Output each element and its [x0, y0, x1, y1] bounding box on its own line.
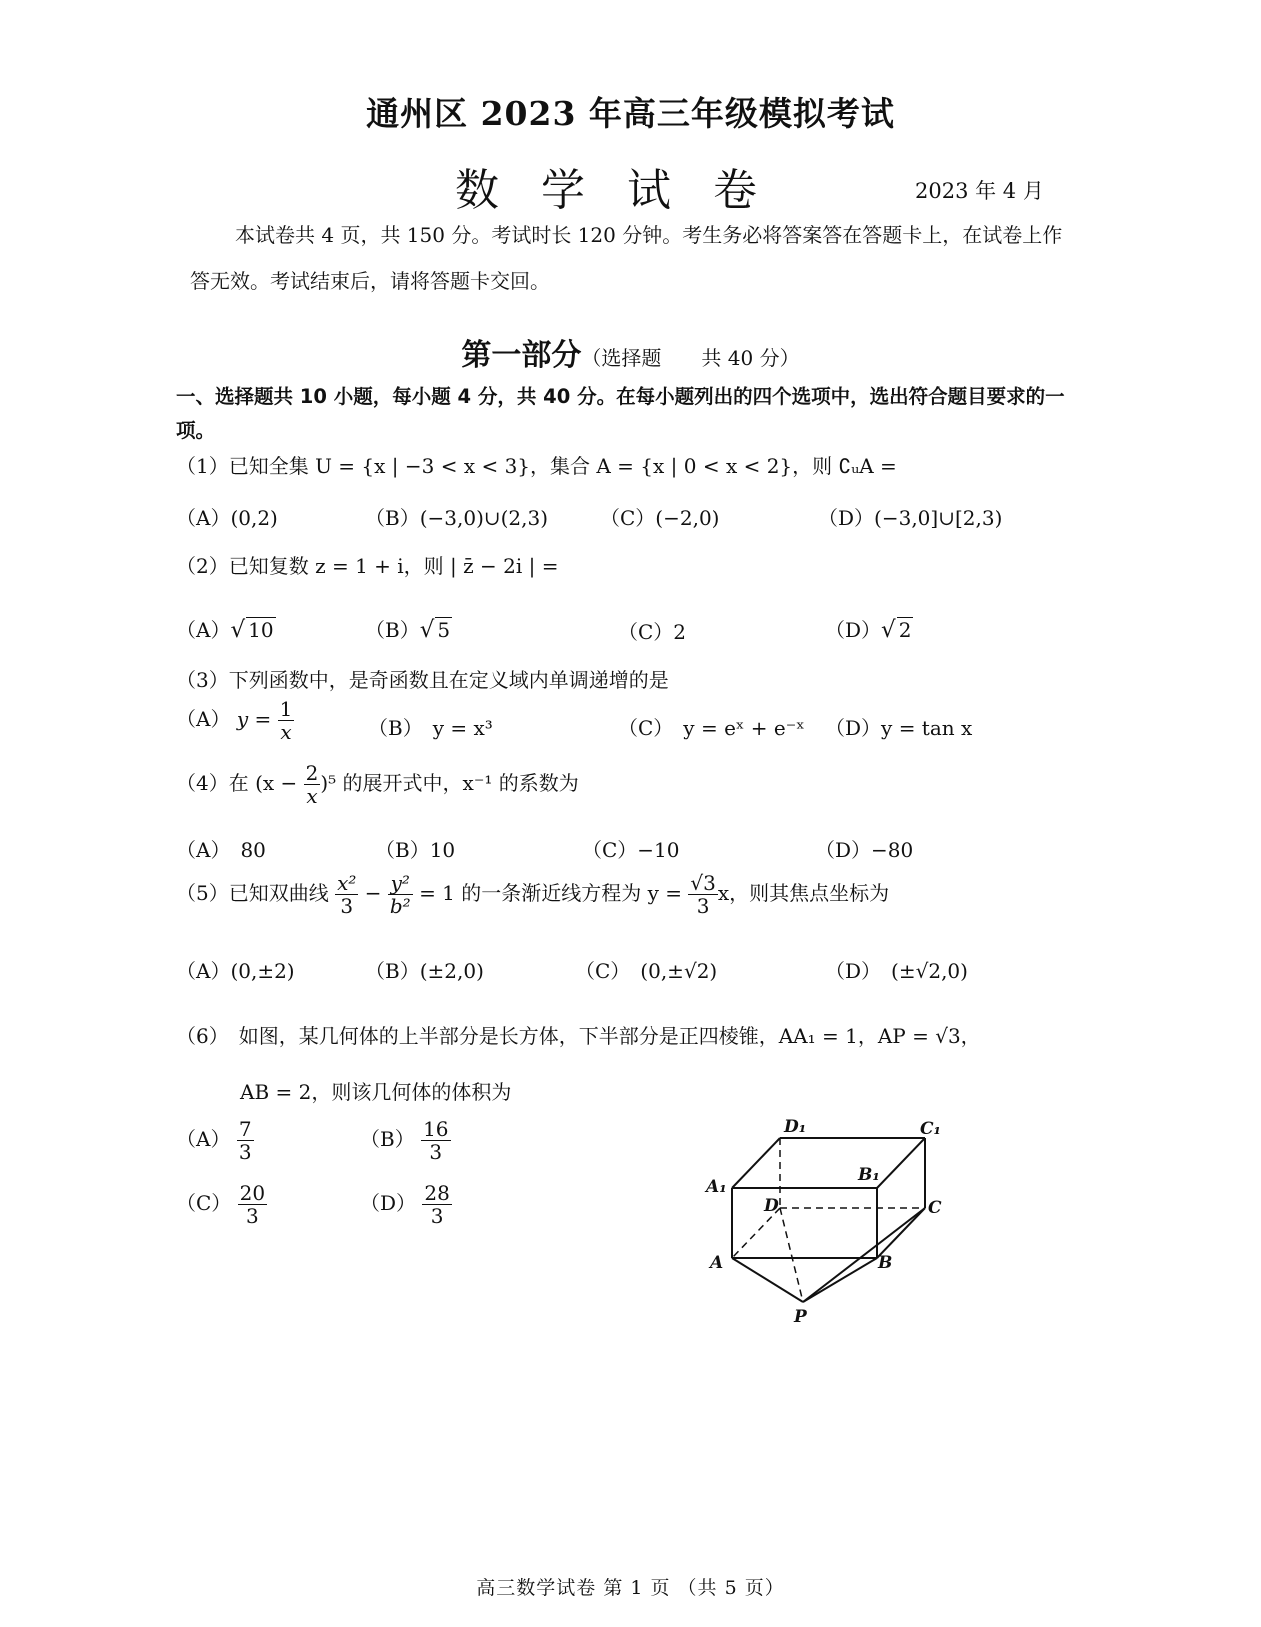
- fraction-denominator: x: [306, 784, 318, 808]
- radical-icon: √: [419, 617, 435, 643]
- fraction-numerator: 28: [424, 1181, 450, 1205]
- question-6-option-b: [360, 1118, 451, 1163]
- fraction-denominator: 3: [430, 1204, 444, 1228]
- hidden-edges: [732, 1138, 925, 1302]
- question-3-option-b: （B） y = x³: [368, 716, 493, 740]
- fraction-denominator: 3: [246, 1204, 259, 1228]
- fraction: [421, 1118, 450, 1163]
- exam-subtitle: 数 学 试 卷: [455, 165, 771, 216]
- option-label: （B）: [360, 1127, 415, 1151]
- vertex-label-c: C: [928, 1198, 942, 1218]
- fraction-numerator: 20: [239, 1181, 266, 1205]
- question-1-option-c: （C）(−2,0): [600, 506, 720, 530]
- option-label: （D）: [360, 1191, 417, 1215]
- vertex-label-a1: A₁: [706, 1177, 727, 1197]
- fraction-denominator: 3: [696, 894, 710, 918]
- math-expression: （5）已知双曲线: [176, 881, 329, 905]
- question-5-option-d: （D） (±√2,0): [825, 959, 968, 983]
- question-2-option-b: [365, 614, 452, 643]
- fraction-numerator: 7: [238, 1117, 252, 1141]
- vertex-label-d1: D₁: [784, 1117, 807, 1137]
- fraction: [237, 1118, 254, 1163]
- question-5-option-b: （B）(±2,0): [365, 959, 484, 983]
- question-3-option-a: [176, 698, 294, 743]
- option-label: （A）: [176, 707, 231, 731]
- fraction-denominator: b²: [389, 894, 411, 918]
- fraction: [335, 872, 358, 917]
- question-2-option-b-value: 5: [437, 618, 451, 642]
- fraction: [688, 872, 717, 917]
- question-6-option-d: [360, 1182, 452, 1227]
- fraction-denominator: x: [280, 720, 292, 744]
- vertex-label-a: A: [710, 1253, 724, 1273]
- page-footer: 高三数学试卷 第 1 页 （共 5 页）: [476, 1577, 785, 1599]
- solid-edges: [732, 1138, 925, 1302]
- section-one-heading: 一、选择题共 10 小题，每小题 4 分，共 40 分。在每小题列出的四个选项中，选出符合题目要求的一项。: [176, 385, 1065, 442]
- question-2-option-a-value: 10: [248, 618, 274, 642]
- option-label: （C）: [176, 1191, 232, 1215]
- question-4-stem: [176, 762, 579, 807]
- question-1-option-d: （D）(−3,0]∪[2,3): [818, 506, 1003, 530]
- option-label: （B）: [365, 618, 420, 642]
- radical-icon: √: [230, 617, 246, 643]
- question-6-stem-line-2: AB = 2，则该几何体的体积为: [240, 1080, 512, 1104]
- vertex-label-b: B: [878, 1253, 893, 1273]
- edge-d1-a1: [732, 1138, 780, 1188]
- vertex-label-c1: C₁: [920, 1119, 941, 1139]
- question-6-option-a: [176, 1118, 254, 1163]
- vertex-label-d: D: [764, 1196, 779, 1216]
- math-expression: y =: [236, 707, 272, 731]
- question-1-option-a: （A）(0,2): [176, 506, 278, 530]
- question-3-option-c: （C） y = eˣ + e⁻ˣ: [618, 716, 805, 740]
- fraction: [422, 1182, 451, 1227]
- fraction-numerator: y²: [388, 872, 413, 895]
- option-label: （D）: [825, 618, 882, 642]
- exam-instructions: 本试卷共 4 页，共 150 分。考试时长 120 分钟。考生务必将答案答在答题卡上，在试卷上作答无效。考试结束后，请将答题卡交回。: [190, 223, 1063, 293]
- question-2-option-d: [825, 614, 913, 643]
- option-label: （A）: [176, 618, 231, 642]
- part-one-title: 第一部分: [461, 338, 582, 373]
- question-5-stem: [176, 872, 889, 917]
- fraction-numerator: √3: [690, 871, 716, 895]
- question-1-stem: （1）已知全集 U = {x | −3 < x < 3}，集合 A = {x | 0 < x < 2}，则 ∁ᵤA =: [176, 454, 897, 478]
- question-2-option-d-value: 2: [898, 618, 912, 642]
- question-6-stem-line-1: （6） 如图，某几何体的上半部分是长方体，下半部分是正四棱锥，AA₁ = 1，AP = √3，: [176, 1024, 981, 1048]
- exam-date: 2023 年 4 月: [915, 179, 1044, 203]
- geometry-figure: [700, 1110, 960, 1330]
- edge-c-p: [803, 1208, 925, 1302]
- fraction: [388, 872, 413, 917]
- question-4-option-d: （D）−80: [815, 838, 914, 862]
- math-expression: x，则其焦点坐标为: [717, 881, 890, 905]
- question-2-option-c: （C）2: [618, 620, 687, 644]
- math-expression: = 1 的一条渐近线方程为 y =: [419, 881, 683, 905]
- edge-c1-b1: [877, 1138, 925, 1188]
- math-expression: （4）在 (x −: [176, 771, 298, 795]
- vertex-label-p: P: [794, 1307, 807, 1327]
- question-6-option-c: [176, 1182, 267, 1227]
- part-one-note: （选择题 共 40 分）: [581, 346, 800, 370]
- edge-b-c: [877, 1208, 925, 1258]
- question-5-option-c: （C） (0,±√2): [575, 959, 718, 983]
- part-one-heading: [0, 330, 1261, 374]
- radical-icon: √: [881, 617, 896, 643]
- question-1-option-b: （B）(−3,0)∪(2,3): [365, 506, 549, 530]
- question-3-option-d: （D）y = tan x: [825, 716, 973, 740]
- fraction-denominator: 3: [429, 1140, 443, 1164]
- math-operator: −: [364, 881, 382, 905]
- fraction: [304, 762, 321, 807]
- math-expression: )⁵ 的展开式中，x⁻¹ 的系数为: [320, 771, 579, 795]
- question-2-stem: （2）已知复数 z = 1 + i，则 | z̄ − 2i | =: [176, 554, 559, 578]
- question-4-option-c: （C）−10: [582, 838, 680, 862]
- fraction: [278, 698, 295, 743]
- question-2-option-a: [176, 614, 276, 643]
- edge-d-p: [780, 1208, 803, 1302]
- fraction-denominator: 3: [238, 1140, 252, 1164]
- edge-b-p: [803, 1258, 877, 1302]
- fraction-numerator: 16: [423, 1117, 449, 1141]
- question-5-option-a: （A）(0,±2): [176, 959, 295, 983]
- fraction-denominator: 3: [340, 894, 354, 918]
- question-3-stem: （3）下列函数中，是奇函数且在定义域内单调递增的是: [176, 668, 669, 692]
- question-4-option-a: （A） 80: [176, 838, 266, 862]
- vertex-label-b1: B₁: [858, 1165, 880, 1185]
- edge-a-p: [732, 1258, 803, 1302]
- option-label: （A）: [176, 1127, 231, 1151]
- fraction: [238, 1182, 267, 1227]
- exam-title: 通州区 2023 年高三年级模拟考试: [366, 94, 895, 133]
- question-4-option-b: （B）10: [375, 838, 456, 862]
- fraction-numerator: x²: [337, 871, 357, 895]
- fraction-numerator: 2: [305, 761, 319, 785]
- fraction-numerator: 1: [279, 697, 293, 721]
